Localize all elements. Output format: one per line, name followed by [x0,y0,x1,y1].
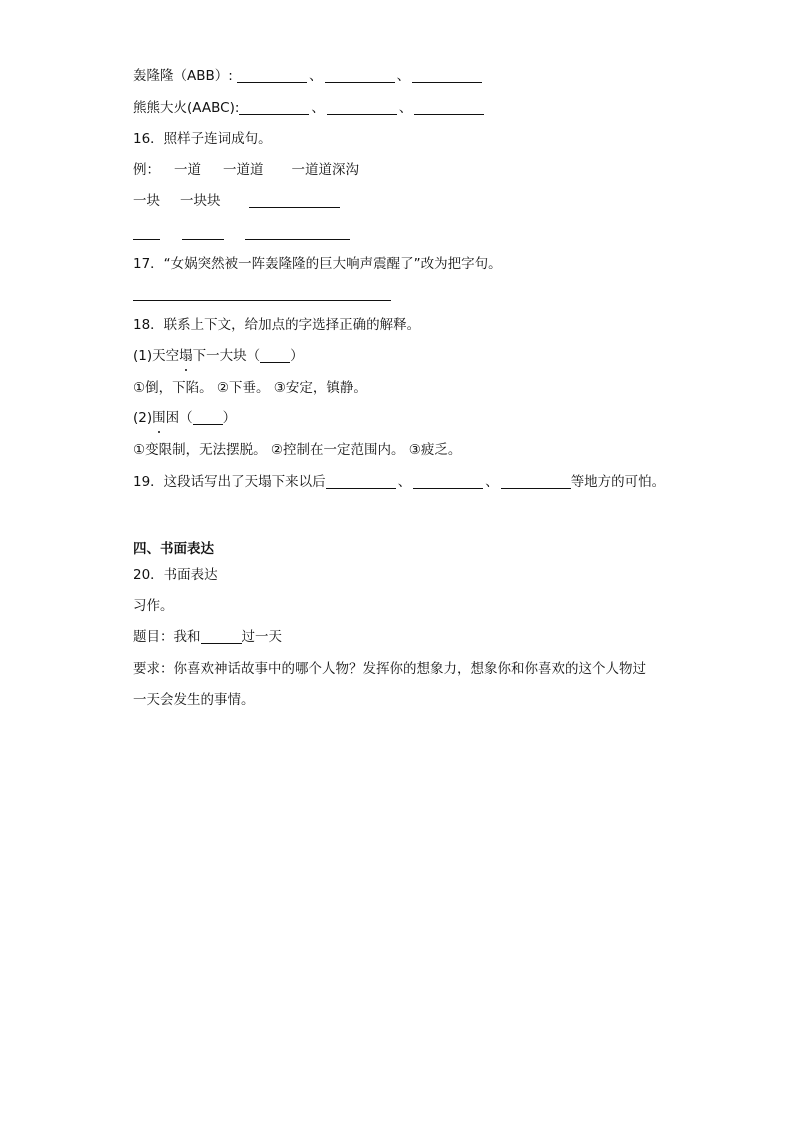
q19-suffix: 等地方的可怕。 [570,474,666,490]
part1-blank[interactable] [260,348,290,363]
abb-blank-3[interactable] [412,68,482,83]
q16-task [133,192,340,210]
topic-suffix: 过一天 [241,629,282,645]
aabc-blank-1[interactable] [239,100,309,115]
q20-requirement-line-1: 要求：你喜欢神话故事中的哪个人物？发挥你的想象力，想象你和你喜欢的这个人物过 [133,661,646,677]
answer-blank-3[interactable] [245,239,350,240]
example-word-1: 一道 [174,162,201,178]
aabc-line [133,99,484,117]
part2-suffix: 困（ [165,410,193,426]
q16-example [133,161,359,179]
abb-blank-1[interactable] [237,68,307,83]
part1-suffix: 下一大块（ [192,348,261,364]
part1-prefix: (1)天空 [133,348,180,364]
aabc-blank-3[interactable] [414,100,484,115]
q16-title: 16．照样子连词成句。 [133,131,272,147]
part1-dotted-char: 塌 [179,348,193,364]
q20-type: 习作。 [133,598,174,614]
aabc-blank-2[interactable] [327,100,397,115]
answer-blank-1[interactable] [133,239,160,240]
q19-blank-3[interactable] [501,474,571,489]
abb-label: 轰隆隆（ABB）: [133,68,233,84]
aabc-label: 熊熊大火(AABC): [133,100,240,116]
q17-answer-line[interactable] [133,300,391,301]
task-word-2: 一块块 [180,193,221,209]
q20-title: 20．书面表达 [133,567,218,583]
q18-part1 [133,347,304,365]
example-word-2: 一道道 [223,162,264,178]
q20-requirement-line-2: 一天会发生的事情。 [133,692,255,708]
q20-topic [133,628,282,646]
part2-close: ） [222,410,237,426]
part1-close: ） [290,348,304,364]
separator: 、 [485,474,499,490]
q19-blank-1[interactable] [326,474,396,489]
q18-part1-options: ①倒，下陷。 ②下垂。 ③安定，镇静。 [133,380,367,396]
abb-line [133,67,482,85]
separator: 、 [311,100,325,116]
separator: 、 [397,474,412,490]
task-word-1: 一块 [133,193,160,209]
section-heading: 四、书面表达 [133,541,214,557]
example-word-3: 一道道深沟 [291,162,359,178]
q18-title: 18．联系上下文，给加点的字选择正确的解释。 [133,317,421,333]
q19-blank-2[interactable] [413,474,483,489]
separator: 、 [398,100,413,116]
topic-prefix: 题目：我和 [133,629,201,645]
separator: 、 [396,68,411,84]
q17-title: 17．“女娲突然被一阵轰隆隆的巨大响声震醒了”改为把字句。 [133,256,502,272]
q18-part2-options: ①变限制，无法摆脱。 ②控制在一定范围内。 ③疲乏。 [133,442,462,458]
q18-part2 [133,409,236,427]
q19-prefix: 19．这段话写出了天塌下来以后 [133,474,326,490]
q19-line [133,473,665,491]
answer-blank-2[interactable] [182,239,224,240]
part2-prefix: (2) [133,410,153,426]
example-label: 例： [133,162,160,178]
separator: 、 [309,68,323,84]
part2-blank[interactable] [193,410,223,425]
abb-blank-2[interactable] [325,68,395,83]
topic-blank[interactable] [201,629,242,644]
part2-dotted-char: 围 [152,410,166,426]
task-blank[interactable] [249,193,340,208]
